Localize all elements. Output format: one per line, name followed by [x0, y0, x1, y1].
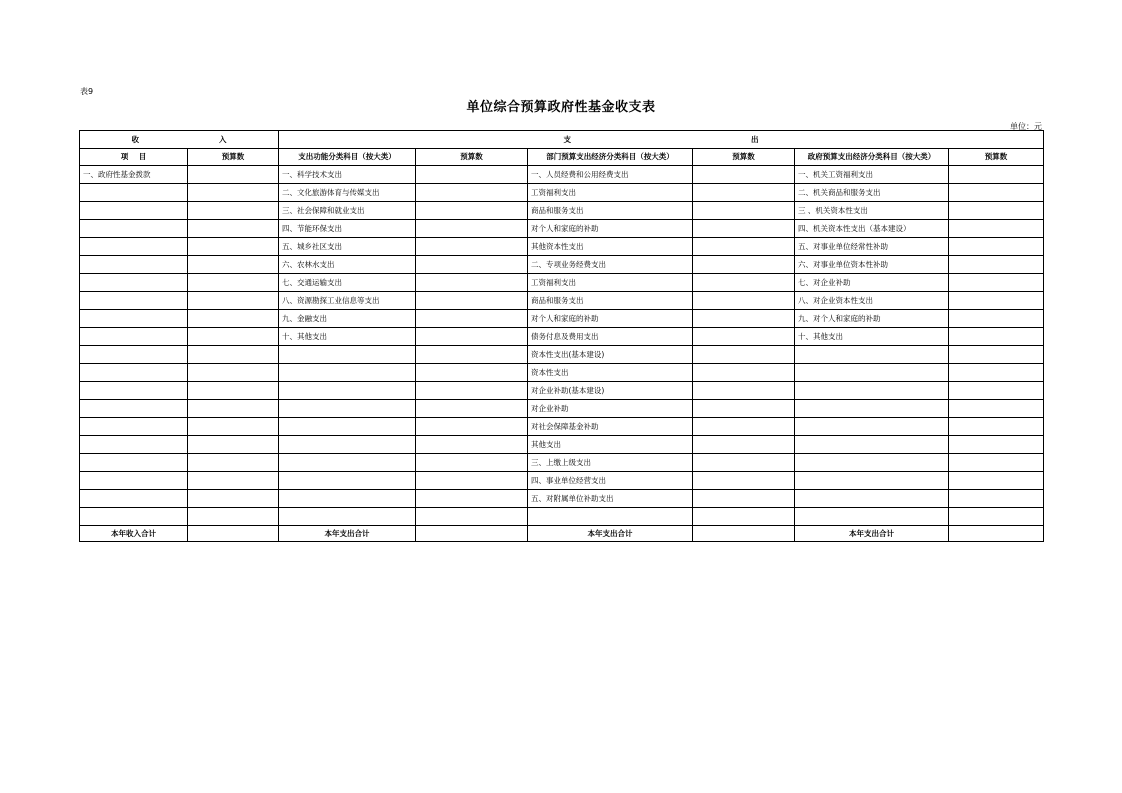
- expense-group-left: 支: [563, 134, 572, 144]
- cell-func-class: [279, 382, 416, 400]
- cell-budget-3[interactable]: [693, 454, 795, 472]
- table-row: [80, 256, 1044, 274]
- cell-gov-econ: [795, 364, 949, 382]
- cell-budget-1[interactable]: [188, 364, 279, 382]
- cell-budget-4[interactable]: [949, 472, 1044, 490]
- cell-dept-econ: 四、事业单位经营支出: [528, 472, 693, 490]
- cell-budget-2[interactable]: [416, 274, 528, 292]
- cell-item: [80, 184, 188, 202]
- table-row: [80, 292, 1044, 310]
- cell-budget-4[interactable]: [949, 364, 1044, 382]
- cell-func-class: [279, 436, 416, 454]
- cell-budget-2[interactable]: [416, 346, 528, 364]
- cell-item: [80, 382, 188, 400]
- cell-dept-econ: 对社会保障基金补助: [528, 418, 693, 436]
- cell-gov-econ: 五、对事业单位经常性补助: [795, 238, 949, 256]
- total-income-label: 本年收入合计: [80, 526, 188, 542]
- cell-gov-econ: [795, 382, 949, 400]
- cell-budget-2[interactable]: [416, 472, 528, 490]
- cell-item: [80, 238, 188, 256]
- cell-func-class: 六、农林水支出: [279, 256, 416, 274]
- unit-label: 单位：元: [1010, 122, 1042, 131]
- table-row: [80, 490, 1044, 508]
- cell-budget-4[interactable]: [949, 274, 1044, 292]
- cell-budget-2[interactable]: [416, 292, 528, 310]
- cell-gov-econ: [795, 346, 949, 364]
- cell-budget-3[interactable]: [693, 382, 795, 400]
- cell-budget-1[interactable]: [188, 256, 279, 274]
- cell-budget-3[interactable]: [693, 220, 795, 238]
- cell-gov-econ: [795, 436, 949, 454]
- cell-budget-2[interactable]: [416, 256, 528, 274]
- table-row: [80, 382, 1044, 400]
- cell-budget-3[interactable]: [693, 400, 795, 418]
- table-row: [80, 418, 1044, 436]
- cell-gov-econ: [795, 454, 949, 472]
- cell-budget-4[interactable]: [949, 202, 1044, 220]
- cell-budget-2[interactable]: [416, 202, 528, 220]
- cell-budget-2[interactable]: [416, 166, 528, 184]
- cell-budget-3[interactable]: [693, 274, 795, 292]
- cell-gov-econ: 八、对企业资本性支出: [795, 292, 949, 310]
- cell-gov-econ: 六、对事业单位资本性补助: [795, 256, 949, 274]
- cell-item: [80, 436, 188, 454]
- cell-func-class: [279, 364, 416, 382]
- cell-budget-1[interactable]: [188, 184, 279, 202]
- cell-budget-4[interactable]: [949, 292, 1044, 310]
- cell-budget-2[interactable]: [416, 436, 528, 454]
- cell-budget-3[interactable]: [693, 418, 795, 436]
- cell-dept-econ: [528, 508, 693, 526]
- cell-dept-econ: 债务付息及费用支出: [528, 328, 693, 346]
- cell-gov-econ: [795, 472, 949, 490]
- cell-func-class: [279, 472, 416, 490]
- cell-dept-econ: 五、对附属单位补助支出: [528, 490, 693, 508]
- cell-budget-2[interactable]: [416, 382, 528, 400]
- cell-budget-3[interactable]: [693, 346, 795, 364]
- cell-gov-econ: [795, 418, 949, 436]
- cell-budget-4[interactable]: [949, 256, 1044, 274]
- income-group-left: 收: [131, 134, 139, 144]
- income-group-header: [80, 131, 279, 149]
- total-func-label: 本年支出合计: [279, 526, 416, 542]
- cell-budget-3[interactable]: [693, 472, 795, 490]
- cell-gov-econ: [795, 508, 949, 526]
- table-row: [80, 220, 1044, 238]
- cell-budget-4[interactable]: [949, 382, 1044, 400]
- expense-group-header: [279, 131, 1044, 149]
- cell-func-class: 一、科学技术支出: [279, 166, 416, 184]
- cell-budget-1[interactable]: [188, 202, 279, 220]
- cell-budget-2[interactable]: [416, 238, 528, 256]
- cell-budget-3[interactable]: [693, 310, 795, 328]
- col-header-budget-4: 预算数: [949, 149, 1044, 166]
- table-row: [80, 400, 1044, 418]
- table-row: [80, 310, 1044, 328]
- cell-budget-1[interactable]: [188, 310, 279, 328]
- cell-func-class: 三、社会保障和就业支出: [279, 202, 416, 220]
- total-income-value[interactable]: [188, 526, 279, 542]
- col-header-item: 项 目: [80, 149, 188, 166]
- cell-budget-2[interactable]: [416, 418, 528, 436]
- cell-dept-econ: 商品和服务支出: [528, 202, 693, 220]
- cell-budget-1[interactable]: [188, 418, 279, 436]
- cell-func-class: 十、其他支出: [279, 328, 416, 346]
- cell-budget-4[interactable]: [949, 400, 1044, 418]
- cell-budget-2[interactable]: [416, 400, 528, 418]
- cell-gov-econ: 七、对企业补助: [795, 274, 949, 292]
- col-header-dept-econ: 部门预算支出经济分类科目（按大类）: [528, 149, 693, 166]
- cell-item: [80, 220, 188, 238]
- cell-item: [80, 256, 188, 274]
- cell-budget-3[interactable]: [693, 166, 795, 184]
- cell-budget-3[interactable]: [693, 292, 795, 310]
- cell-func-class: [279, 346, 416, 364]
- cell-item: [80, 364, 188, 382]
- cell-budget-3[interactable]: [693, 238, 795, 256]
- cell-dept-econ: 商品和服务支出: [528, 292, 693, 310]
- cell-budget-4[interactable]: [949, 454, 1044, 472]
- cell-budget-2[interactable]: [416, 364, 528, 382]
- total-func-value[interactable]: [416, 526, 528, 542]
- cell-budget-4[interactable]: [949, 166, 1044, 184]
- cell-budget-3[interactable]: [693, 436, 795, 454]
- cell-func-class: 七、交通运输支出: [279, 274, 416, 292]
- cell-budget-2[interactable]: [416, 184, 528, 202]
- cell-dept-econ: 资本性支出: [528, 364, 693, 382]
- cell-func-class: [279, 454, 416, 472]
- cell-func-class: 九、金融支出: [279, 310, 416, 328]
- cell-budget-2[interactable]: [416, 454, 528, 472]
- cell-dept-econ: 工资福利支出: [528, 274, 693, 292]
- table-body: [80, 166, 1044, 526]
- cell-item: [80, 418, 188, 436]
- cell-func-class: [279, 508, 416, 526]
- table-row: [80, 508, 1044, 526]
- table-number: 表9: [80, 87, 94, 96]
- cell-gov-econ: 二、机关商品和服务支出: [795, 184, 949, 202]
- cell-budget-4[interactable]: [949, 418, 1044, 436]
- table-row: [80, 166, 1044, 184]
- cell-budget-3[interactable]: [693, 508, 795, 526]
- cell-budget-1[interactable]: [188, 472, 279, 490]
- col-header-budget-1: 预算数: [188, 149, 279, 166]
- table-row: [80, 274, 1044, 292]
- col-header-budget-2: 预算数: [416, 149, 528, 166]
- table-row: [80, 328, 1044, 346]
- cell-gov-econ: 九、对个人和家庭的补助: [795, 310, 949, 328]
- cell-dept-econ: 资本性支出(基本建设): [528, 346, 693, 364]
- cell-dept-econ: 其他支出: [528, 436, 693, 454]
- cell-item: [80, 346, 188, 364]
- cell-budget-3[interactable]: [693, 256, 795, 274]
- cell-item: [80, 310, 188, 328]
- total-row: [80, 526, 1044, 542]
- cell-item: [80, 292, 188, 310]
- cell-item: [80, 454, 188, 472]
- total-gov-value[interactable]: [949, 526, 1044, 542]
- cell-gov-econ: 三 、机关资本性支出: [795, 202, 949, 220]
- cell-budget-1[interactable]: [188, 328, 279, 346]
- table-row: [80, 238, 1044, 256]
- cell-budget-2[interactable]: [416, 490, 528, 508]
- cell-func-class: 四、节能环保支出: [279, 220, 416, 238]
- cell-item: [80, 274, 188, 292]
- cell-budget-1[interactable]: [188, 454, 279, 472]
- cell-budget-1[interactable]: [188, 220, 279, 238]
- cell-item: [80, 472, 188, 490]
- budget-table: [79, 130, 1044, 542]
- table-row: [80, 364, 1044, 382]
- page-title: 单位综合预算政府性基金收支表: [466, 100, 656, 115]
- table-row: [80, 472, 1044, 490]
- total-dept-value[interactable]: [693, 526, 795, 542]
- cell-dept-econ: 三、上缴上级支出: [528, 454, 693, 472]
- table-row: [80, 202, 1044, 220]
- table-row: [80, 454, 1044, 472]
- cell-dept-econ: 对企业补助(基本建设): [528, 382, 693, 400]
- cell-budget-3[interactable]: [693, 364, 795, 382]
- cell-dept-econ: 对企业补助: [528, 400, 693, 418]
- col-header-budget-3: 预算数: [693, 149, 795, 166]
- cell-budget-1[interactable]: [188, 400, 279, 418]
- cell-dept-econ: 其他资本性支出: [528, 238, 693, 256]
- cell-dept-econ: 对个人和家庭的补助: [528, 310, 693, 328]
- cell-gov-econ: [795, 400, 949, 418]
- table-row: [80, 346, 1044, 364]
- cell-budget-3[interactable]: [693, 184, 795, 202]
- cell-dept-econ: 对个人和家庭的补助: [528, 220, 693, 238]
- cell-budget-2[interactable]: [416, 328, 528, 346]
- cell-budget-2[interactable]: [416, 508, 528, 526]
- cell-func-class: 八、资源勘探工业信息等支出: [279, 292, 416, 310]
- cell-budget-1[interactable]: [188, 292, 279, 310]
- cell-budget-2[interactable]: [416, 310, 528, 328]
- cell-budget-4[interactable]: [949, 436, 1044, 454]
- column-header-row: [80, 149, 1044, 166]
- cell-budget-3[interactable]: [693, 490, 795, 508]
- cell-budget-1[interactable]: [188, 274, 279, 292]
- cell-dept-econ: 工资福利支出: [528, 184, 693, 202]
- cell-item: [80, 400, 188, 418]
- cell-gov-econ: 一、机关工资福利支出: [795, 166, 949, 184]
- col-header-func-class: 支出功能分类科目（按大类）: [279, 149, 416, 166]
- cell-item: [80, 490, 188, 508]
- cell-budget-3[interactable]: [693, 328, 795, 346]
- col-header-gov-econ: 政府预算支出经济分类科目（按大类）: [795, 149, 949, 166]
- cell-func-class: [279, 418, 416, 436]
- table-row: [80, 436, 1044, 454]
- income-group-right: 入: [219, 134, 227, 144]
- cell-budget-4[interactable]: [949, 508, 1044, 526]
- cell-item: [80, 202, 188, 220]
- cell-budget-4[interactable]: [949, 220, 1044, 238]
- cell-budget-4[interactable]: [949, 328, 1044, 346]
- cell-gov-econ: [795, 490, 949, 508]
- cell-budget-4[interactable]: [949, 346, 1044, 364]
- cell-budget-4[interactable]: [949, 490, 1044, 508]
- cell-dept-econ: 一、人员经费和公用经费支出: [528, 166, 693, 184]
- cell-func-class: 五、城乡社区支出: [279, 238, 416, 256]
- cell-budget-1[interactable]: [188, 436, 279, 454]
- expense-group-right: 出: [751, 134, 759, 144]
- cell-item: 一、政府性基金拨款: [80, 166, 188, 184]
- cell-func-class: [279, 400, 416, 418]
- cell-item: [80, 328, 188, 346]
- cell-func-class: [279, 490, 416, 508]
- cell-budget-1[interactable]: [188, 238, 279, 256]
- cell-budget-3[interactable]: [693, 202, 795, 220]
- total-dept-label: 本年支出合计: [528, 526, 693, 542]
- group-header-row: [80, 131, 1044, 149]
- total-gov-label: 本年支出合计: [795, 526, 949, 542]
- cell-budget-4[interactable]: [949, 184, 1044, 202]
- cell-gov-econ: 四、机关资本性支出（基本建设）: [795, 220, 949, 238]
- cell-func-class: 二、文化旅游体育与传媒支出: [279, 184, 416, 202]
- cell-budget-1[interactable]: [188, 508, 279, 526]
- cell-budget-1[interactable]: [188, 166, 279, 184]
- table-row: [80, 184, 1044, 202]
- cell-budget-1[interactable]: [188, 382, 279, 400]
- cell-budget-2[interactable]: [416, 220, 528, 238]
- cell-budget-4[interactable]: [949, 238, 1044, 256]
- cell-budget-1[interactable]: [188, 346, 279, 364]
- cell-budget-4[interactable]: [949, 310, 1044, 328]
- cell-item: [80, 508, 188, 526]
- cell-dept-econ: 二、专项业务经费支出: [528, 256, 693, 274]
- cell-budget-1[interactable]: [188, 490, 279, 508]
- cell-gov-econ: 十、其他支出: [795, 328, 949, 346]
